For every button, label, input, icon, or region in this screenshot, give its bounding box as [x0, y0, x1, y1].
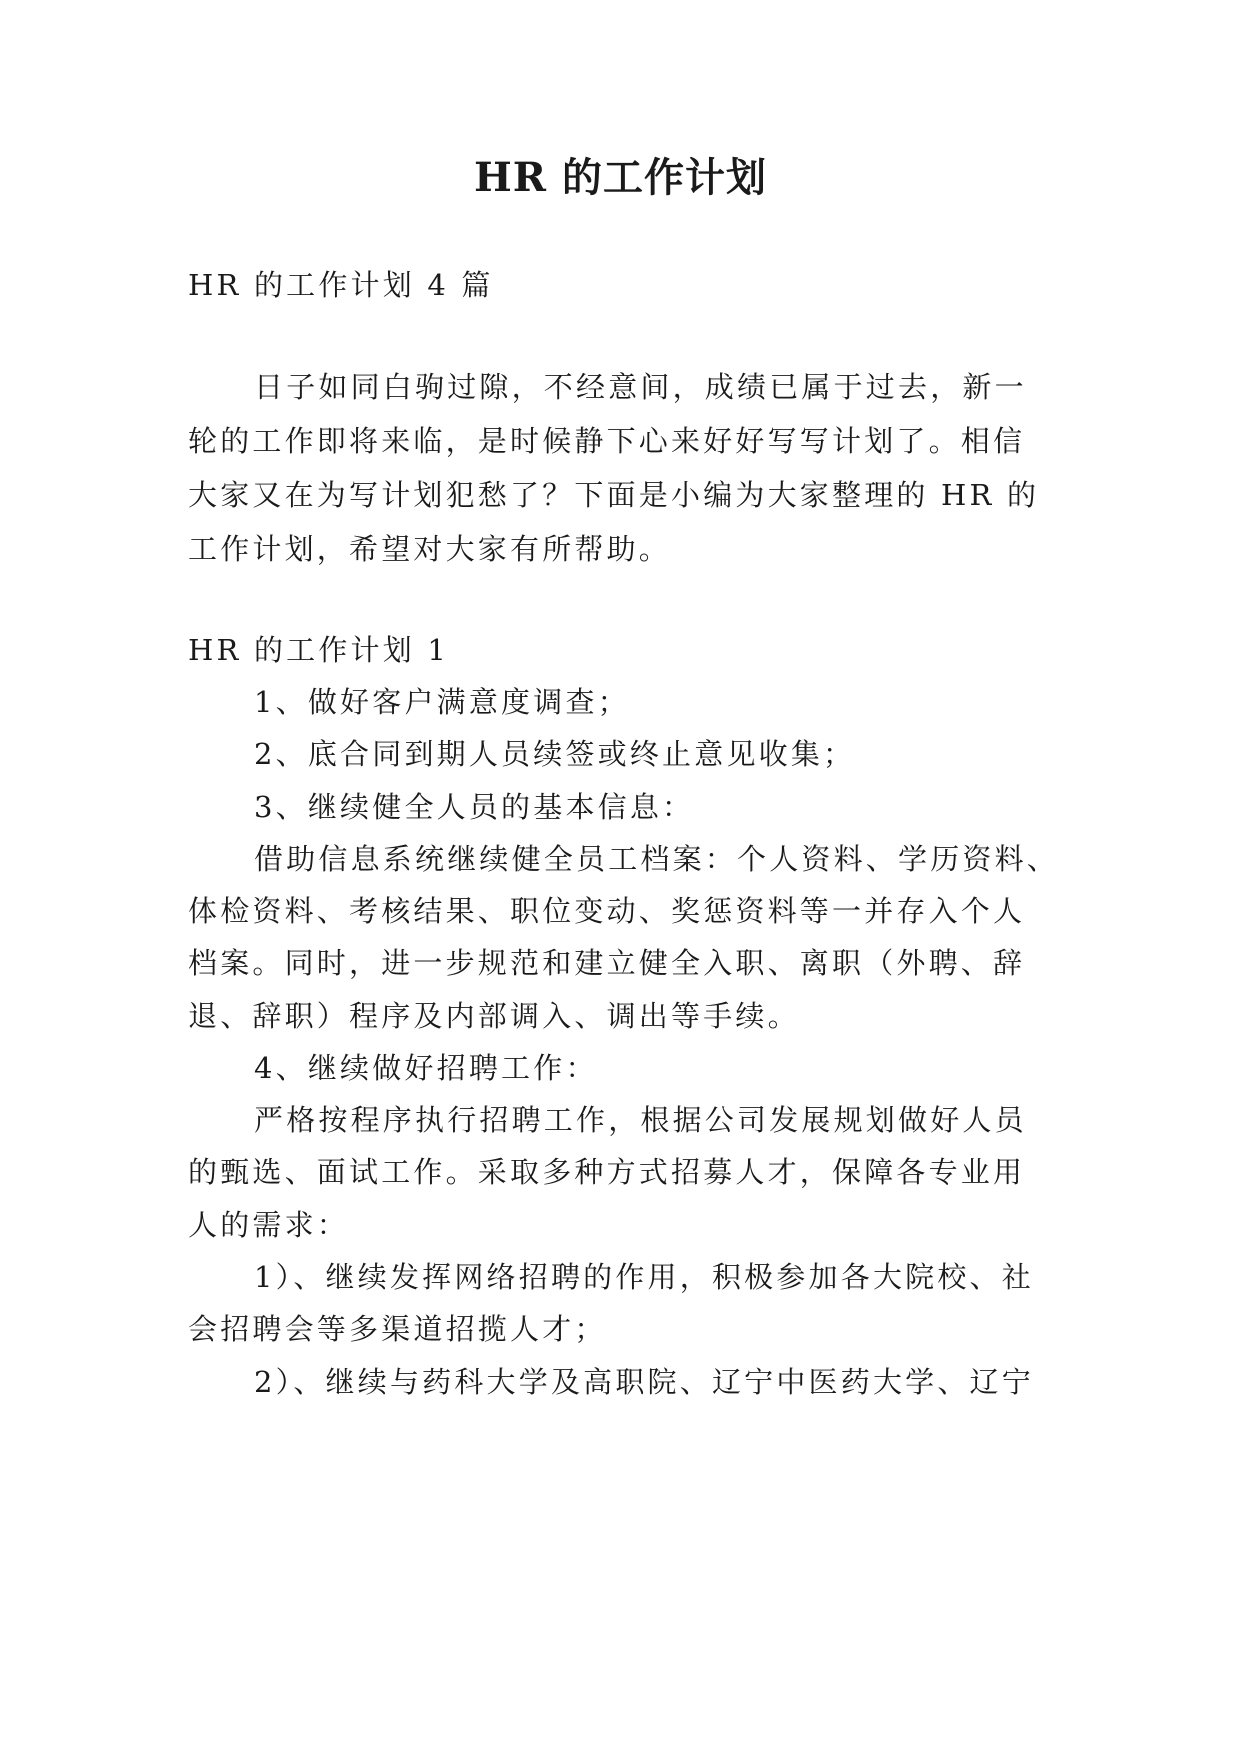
- body-line: 人的需求：: [188, 1208, 350, 1242]
- body-line: 2）、继续与药科大学及高职院、辽宁中医药大学、辽宁: [254, 1365, 1034, 1399]
- body-line: 2、底合同到期人员续签或终止意见收集；: [254, 737, 856, 771]
- body-line: 严格按程序执行招聘工作，根据公司发展规划做好人员: [254, 1103, 1027, 1137]
- document-title: HR 的工作计划: [474, 154, 767, 201]
- body-line: 体检资料、考核结果、职位变动、奖惩资料等一并存入个人: [188, 894, 1026, 928]
- intro-paragraph-line: 工作计划，希望对大家有所帮助。: [188, 532, 672, 566]
- intro-paragraph-line: 大家又在为写计划犯愁了？下面是小编为大家整理的 HR 的: [188, 478, 1040, 512]
- body-line: 的甄选、面试工作。采取多种方式招募人才，保障各专业用: [188, 1155, 1026, 1189]
- section-heading: HR 的工作计划 1: [188, 633, 450, 667]
- intro-paragraph-line: 日子如同白驹过隙，不经意间，成绩已属于过去，新一: [254, 370, 1027, 404]
- body-line: 1、做好客户满意度调查；: [254, 685, 630, 719]
- body-line: 1）、继续发挥网络招聘的作用，积极参加各大院校、社: [254, 1260, 1034, 1294]
- body-line: 借助信息系统继续健全员工档案：个人资料、学历资料、: [254, 842, 1060, 876]
- body-line: 会招聘会等多渠道招揽人才；: [188, 1312, 607, 1346]
- body-line: 档案。同时，进一步规范和建立健全入职、离职（外聘、辞: [188, 946, 1026, 980]
- body-line: 3、继续健全人员的基本信息：: [254, 790, 695, 824]
- body-line: 退、辞职）程序及内部调入、调出等手续。: [188, 999, 800, 1033]
- intro-paragraph-line: 轮的工作即将来临，是时候静下心来好好写写计划了。相信: [188, 424, 1026, 458]
- document-subtitle: HR 的工作计划 4 篇: [188, 268, 494, 302]
- body-line: 4、继续做好招聘工作：: [254, 1051, 598, 1085]
